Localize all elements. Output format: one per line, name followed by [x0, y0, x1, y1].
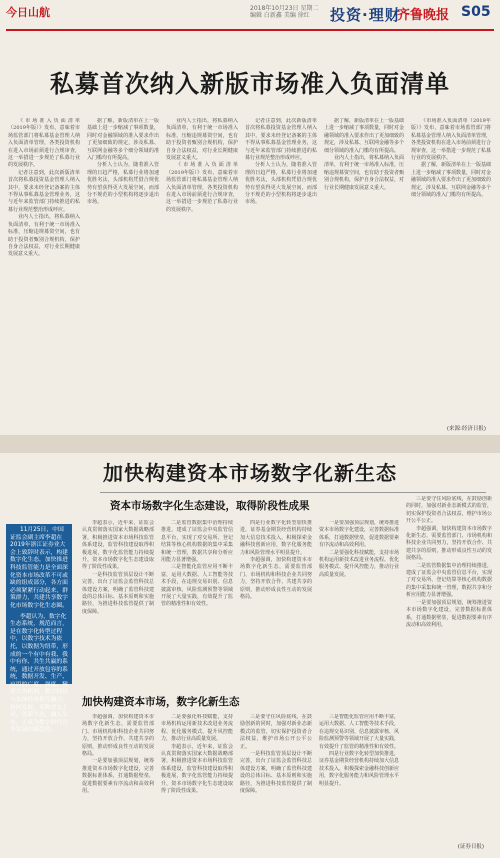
paragraph: 李超强调，加快构建资本市场数字化新生态，需要监管部门、市场机构和科技企业共同努力，坚持开放合作、共建共享的原则，推动形成良性互动的发展格局。 [406, 525, 492, 562]
headline-divider [100, 492, 486, 493]
article2-column-8 [240, 714, 312, 846]
paragraph: 《市场准入负面清单（2019年版）》发布，意味着市场监管部门将私募基金管理人纳入负面清单管理，各类投资机构在进入市场前须进行合规审查，这一举措进一步规范了私募行业的发展秩序。 [8, 118, 80, 169]
paragraph: 分析人士认为，随着准入管理的日趋严格，私募行业将加速优胜劣汰，头部机构凭借合规优势有望获得更大发展空间，而部分不规范的小型机构将逐步退出市场。 [245, 162, 317, 206]
article2-column-3 [240, 520, 312, 690]
summary-paragraph: 11月25日，中国证监会副主席李超在2019年浙江证券业大会上致辞时表示，构建数字化生态，加快推进科技监管能力是全面深化资本市场改革不可或缺的组成部分，各方面必须紧紧行动起来，群策群力，共建共享数字化市场数字化生态圈。 [10, 527, 68, 609]
paragraph: 《市场准入负面清单（2019年版）》发布，意味着市场监管部门将私募基金管理人纳入负面清单管理，各类投资机构在进入市场前须进行合规审查，这一举措进一步规范了私募行业的发展秩序。 [166, 162, 238, 213]
paragraph: 三是要守住风险底线，在鼓励创新的同时，加强对新业态新模式的监管，切实保护投资者合法权益，维护市场公开公平公正。 [240, 714, 312, 750]
paragraph: 二是监管数据集中治理持续推进，建成了证监会中央监管信息平台，实现了对交易所、登记结算等核心机构数据的集中采集和统一管理，数据共享和分析应用能力显著增强。 [406, 562, 492, 599]
masthead-divider [6, 29, 494, 31]
article2-column-4 [319, 520, 399, 690]
paragraph: 二是要强化科技赋能，支持市场机构运用新技术改进业务流程、优化服务模式、提升风控能力，推动行业高质量发展。 [161, 714, 233, 743]
paragraph: 记者注意到，此次新版清单首次将私募投资基金管理人纳入其中，要求未经登记备案的主体不得从事私募基金管理业务，这与近年来监管部门持续推进的私募行业规范整治形成呼应。 [8, 169, 80, 213]
paragraph: 业内人士指出，将私募纳入负面清单，有利于统一市场准入标准，压缩违规募资空间，也有助于投资者甄别合规机构，保护自身合法权益，对行业长期健康发展意义重大。 [8, 214, 80, 258]
paragraph: 二是要强化科技赋能，支持市场机构运用新技术改进业务流程、优化服务模式、提升风控能力，推动行业高质量发展。 [319, 549, 399, 578]
paragraph: 四是行业数字化转型加快推进，证券基金期货经营机构持续加大信息技术投入，积极探索金融科技创新应用，数字化服务能力和风险管理水平明显提升。 [240, 520, 312, 556]
paragraph: 业内人士指出，将私募纳入负面清单，有利于统一市场准入标准，压缩违规募资空间，也有助于投资者甄别合规机构，保护自身合法权益，对行业长期健康发展意义重大。 [166, 118, 238, 162]
article2-column-9 [319, 714, 399, 846]
article1-column-1 [8, 118, 80, 422]
article2-headline: 加快构建资本市场数字化新生态 [103, 461, 397, 485]
section-title: 投资·理财 [330, 6, 401, 24]
summary-box [6, 524, 72, 734]
paragraph: 李超强调，加快构建资本市场数字化新生态，需要监管部门、市场机构和科技企业共同努力，坚持开放合作、共建共享的原则，推动形成良性互动的发展格局。 [82, 714, 154, 758]
article2-subhead-1: 资本市场数字化生态建设，取得阶段性成果 [110, 500, 310, 512]
section-banner [0, 435, 500, 453]
paragraph: 据了解，新版清单在上一版基础上进一步缩减了事项数量，同时对金融领域的准入要求作出了更加细致的规定，涉及私募、互联网金融等多个细分领域的准入门槛均有所提高。 [411, 162, 491, 199]
paragraph: 一是科技监管顶层设计不断完善，出台了证监会监管科技总体建设方案，明确了监管科技建设的总体目标、基本原则和实施路径，为推进科技监管提供了制度保障。 [82, 571, 154, 615]
article1-column-3 [166, 118, 238, 422]
paragraph: 李超强调，加快构建资本市场数字化新生态，需要监管部门、市场机构和科技企业共同努力，坚持开放合作、共建共享的原则，推动形成良性互动的发展格局。 [240, 557, 312, 601]
article2-column-6 [82, 714, 154, 846]
paragraph: 一是要加强顶层规划，统筹推进资本市场数字化建设，完善数据标准体系，打通数据壁垒，促进数据要素有序流动和高效利用。 [319, 520, 399, 549]
paragraph: 一是要加强顶层规划，统筹推进资本市场数字化建设，完善数据标准体系，打通数据壁垒，促进数据要素有序流动和高效利用。 [406, 599, 492, 628]
paragraph: 据了解，新版清单在上一版基础上进一步缩减了事项数量，同时对金融领域的准入要求作出了更加细致的规定，涉及私募、互联网金融等多个细分领域的准入门槛均有所提高。 [324, 118, 404, 154]
article2-column-5 [406, 496, 492, 846]
article1-column-5 [324, 118, 404, 422]
paragraph: 三是要守住风险底线，在鼓励创新的同时，加强对新业态新模式的监管，切实保护投资者合法权益，维护市场公开公平公正。 [406, 496, 492, 525]
article2-column-7 [161, 714, 233, 846]
brand-logo: 今日山航 [6, 6, 50, 19]
paragraph: 三是智能化监管应用不断丰富，运用大数据、人工智能等技术手段，在违规交易识别、信息披露审核、风险监测预警等领域开展了大量实践，有效提升了监管的精准性和有效性。 [161, 564, 233, 608]
article1-column-6 [411, 118, 491, 418]
paragraph: 三是智能化监管应用不断丰富，运用大数据、人工智能等技术手段，在违规交易识别、信息披露审核、风险监测预警等领域开展了大量实践，有效提升了监管的精准性和有效性。 [319, 714, 399, 750]
paragraph: 记者注意到，此次新版清单首次将私募投资基金管理人纳入其中，要求未经登记备案的主体不得从事私募基金管理业务，这与近年来监管部门持续推进的私募行业规范整治形成呼应。 [245, 118, 317, 162]
paragraph: 分析人士认为，随着准入管理的日趋严格，私募行业将加速优胜劣汰，头部机构凭借合规优势有望获得更大发展空间，而部分不规范的小型机构将逐步退出市场。 [87, 162, 159, 206]
paragraph: 业内人士指出，将私募纳入负面清单，有利于统一市场准入标准，压缩违规募资空间，也有助于投资者甄别合规机构，保护自身合法权益，对行业长期健康发展意义重大。 [324, 155, 404, 191]
paragraph: 李超表示，近年来，证监会认真贯彻落实国家大数据战略部署，积极推进资本市场科技监管体系建设，监管科技建设取得积极进展，数字化监管能力持续提升，资本市场数字化生态建设取得了阶段性成果。 [82, 520, 154, 571]
article2-column-1 [82, 520, 154, 690]
paragraph: 一是要加强顶层规划，统筹推进资本市场数字化建设，完善数据标准体系，打通数据壁垒，促进数据要素有序流动和高效利用。 [82, 758, 154, 795]
paragraph: 二是监管数据集中治理持续推进，建成了证监会中央监管信息平台，实现了对交易所、登记结算等核心机构数据的集中采集和统一管理，数据共享和分析应用能力显著增强。 [161, 520, 233, 564]
paragraph: 一是科技监管顶层设计不断完善，出台了证监会监管科技总体建设方案，明确了监管科技建设的总体目标、基本原则和实施路径，为推进科技监管提供了制度保障。 [240, 751, 312, 795]
dateline: 2018年10月23日 星期二 编辑 白新鑫 美编 徐红 [250, 5, 319, 19]
newspaper-name: 齐鲁晚报 [397, 8, 450, 23]
article1-column-2 [87, 118, 159, 422]
article2-subhead-2: 加快构建资本市场，数字化新生态 [82, 696, 240, 708]
paragraph: 据了解，新版清单在上一版基础上进一步缩减了事项数量，同时对金融领域的准入要求作出了更加细致的规定，涉及私募、互联网金融等多个细分领域的准入门槛均有所提高。 [87, 118, 159, 162]
paragraph: 李超表示，近年来，证监会认真贯彻落实国家大数据战略部署，积极推进资本市场科技监管体系建设，监管科技建设取得积极进展，数字化监管能力持续提升，资本市场数字化生态建设取得了阶段性成果。 [161, 743, 233, 795]
article2-column-2 [161, 520, 233, 690]
article1-column-4 [245, 118, 317, 422]
paragraph: 《市场准入负面清单（2019年版）》发布，意味着市场监管部门将私募基金管理人纳入负面清单管理，各类投资机构在进入市场前须进行合规审查，这一举措进一步规范了私募行业的发展秩序。 [411, 118, 491, 162]
summary-paragraph: 李超认为，数字化生态系统，规范而言，是在数字化转型过程中，以数字技术为依托，以数据为纽带，形成的一个有中有我、我中有你、共生共赢的系统，通过开放包容的系统，数据开发、生产、应用的广度、深度、精度大为拓展，数字经济与实体经济相互融合，协同发展，某种意义上讲，创新生态，融入生态，正成为数字时代竞争发展的新趋势。 [10, 613, 68, 734]
page-headline: 私募首次纳入新版市场准入负面清单 [50, 70, 450, 98]
paragraph: 四是行业数字化转型加快推进，证券基金期货经营机构持续加大信息技术投入，积极探索金融科技创新应用，数字化服务能力和风险管理水平明显提升。 [319, 751, 399, 787]
article2-source: (证券日报) [457, 844, 484, 850]
page-number: S05 [461, 4, 491, 20]
article1-source: (来源:经济日报) [446, 426, 486, 432]
